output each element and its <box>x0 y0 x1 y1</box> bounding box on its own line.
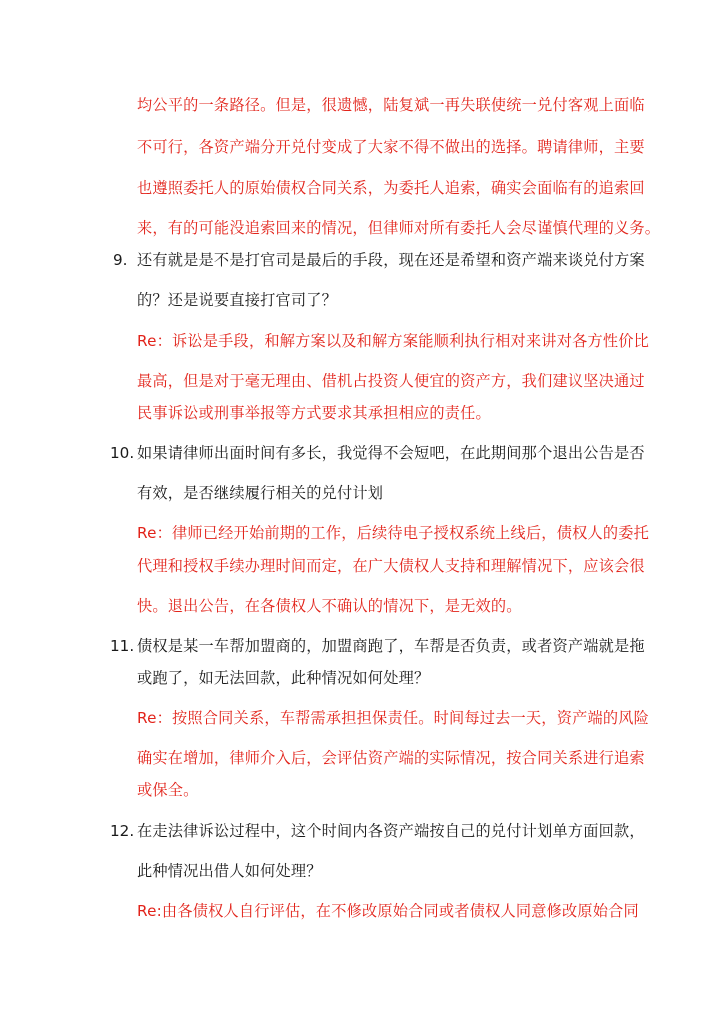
q11-question-line-1: 债权是某一车帮加盟商的，加盟商跑了，车帮是否负责，或者资产端就是拖 <box>137 637 645 655</box>
q9-question-line-2: 的？还是说要直接打官司了？ <box>137 291 338 309</box>
intro-answer-line-3: 也遵照委托人的原始债权合同关系，为委托人追索，确实会面临有的追索回 <box>137 179 645 197</box>
q10-question-line-1: 如果请律师出面时间有多长，我觉得不会短吧，在此期间那个退出公告是否 <box>137 444 645 462</box>
question-number-12: 12. <box>110 822 135 840</box>
q10-answer-line-2: 代理和授权手续办理时间而定，在广大债权人支持和理解情况下，应该会很 <box>137 557 645 575</box>
q9-answer-line-3: 民事诉讼或刑事举报等方式要求其承担相应的责任。 <box>137 404 491 422</box>
intro-answer-line-1: 均公平的一条路径。但是，很遗憾，陆复斌一再失联使统一兑付客观上面临 <box>137 96 645 114</box>
q10-question-line-2: 有效，是否继续履行相关的兑付计划 <box>137 484 384 502</box>
intro-answer-line-4: 来，有的可能没追索回来的情况，但律师对所有委托人会尽谨慎代理的义务。 <box>137 219 661 237</box>
q12-question-line-1: 在走法律诉讼过程中，这个时间内各资产端按自己的兑付计划单方面回款， <box>137 822 645 840</box>
q12-question-line-2: 此种情况出借人如何处理？ <box>137 862 322 880</box>
question-number-10: 10. <box>110 444 135 462</box>
q9-answer-line-1: Re：诉讼是手段，和解方案以及和解方案能顺利执行相对来讲对各方性价比 <box>137 332 650 350</box>
q11-answer-line-1: Re：按照合同关系，车帮需承担担保责任。时间每过去一天，资产端的风险 <box>137 709 650 727</box>
intro-answer-line-2: 不可行，各资产端分开兑付变成了大家不得不做出的选择。聘请律师，主要 <box>137 138 645 156</box>
q11-answer-line-2: 确实在增加，律师介入后，会评估资产端的实际情况，按合同关系进行追索 <box>137 749 645 767</box>
q10-answer-line-3: 快。退出公告，在各债权人不确认的情况下，是无效的。 <box>137 597 522 615</box>
q9-answer-line-2: 最高，但是对于毫无理由、借机占投资人便宜的资产方，我们建议坚决通过 <box>137 372 645 390</box>
q9-question-line-1: 还有就是是不是打官司是最后的手段，现在还是希望和资产端来谈兑付方案 <box>137 251 645 269</box>
question-number-11: 11. <box>110 637 135 655</box>
q11-question-line-2: 或跑了，如无法回款，此种情况如何处理？ <box>137 669 430 687</box>
q11-answer-line-3: 或保全。 <box>137 781 199 799</box>
q10-answer-line-1: Re：律师已经开始前期的工作，后续待电子授权系统上线后，债权人的委托 <box>137 524 650 542</box>
q12-answer-line-1: Re:由各债权人自行评估，在不修改原始合同或者债权人同意修改原始合同 <box>137 902 639 920</box>
question-number-9: 9. <box>113 251 128 269</box>
